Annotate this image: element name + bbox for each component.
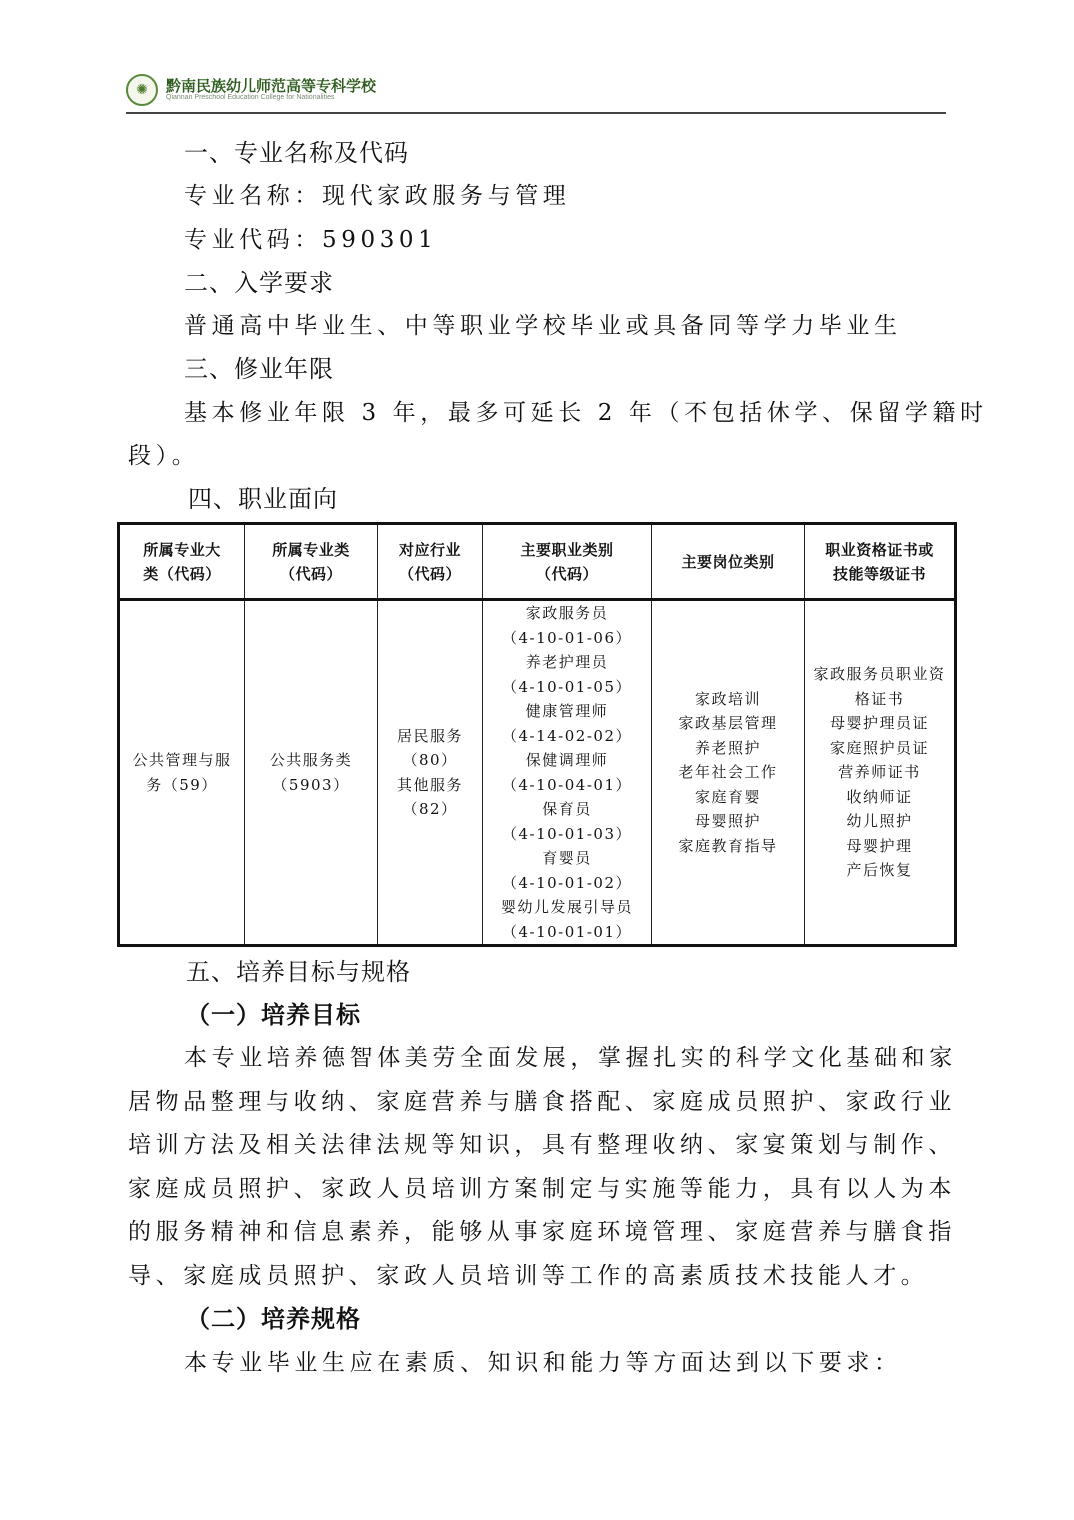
cell-certificates: 家政服务员职业资 格证书 母婴护理员证 家庭照护员证 营养师证书 收纳师证 幼儿照护 母婴护理 产后恢复 xyxy=(805,600,956,946)
admission-requirement: 普通高中毕业生、中等职业学校毕业或具备同等学力毕业生 xyxy=(184,313,902,339)
cell-positions: 家政培训 家政基层管理 养老照护 老年社会工作 家庭育婴 母婴照护 家庭教育指导 xyxy=(652,600,805,946)
header-position: 主要岗位类别 xyxy=(652,524,805,600)
header-major-class: 所属专业类 （代码） xyxy=(245,524,378,600)
section-2-title: 二、入学要求 xyxy=(184,269,334,297)
study-duration-line-2: 段）。 xyxy=(128,443,200,469)
cell-major-category: 公共管理与服 务（59） xyxy=(119,600,245,946)
section-5-title: 五、培养目标与规格 xyxy=(186,958,411,986)
major-name: 专业名称：现代家政服务与管理 xyxy=(184,183,571,209)
cell-occupations: 家政服务员 （4-10-01-06） 养老护理员 （4-10-01-05） 健康管理师 （4-14-02-02） 保健调理师 （4-10-04-01） 保育员 （4-10-01-03） 育婴员 （4-10-01-02） 婴幼儿发展引导员 （4-10-01-01） xyxy=(483,600,652,946)
page-header xyxy=(126,72,946,114)
header-certificate: 职业资格证书或 技能等级证书 xyxy=(805,524,956,600)
major-code: 专业代码：590301 xyxy=(184,227,438,253)
header-industry: 对应行业 （代码） xyxy=(378,524,483,600)
goal-line-6: 导、家庭成员照护、家政人员培训等工作的高素质技术技能人才。 xyxy=(128,1263,929,1289)
goal-line-5: 的服务精神和信息素养，能够从事家庭环境管理、家庭营养与膳食指 xyxy=(128,1219,956,1245)
school-name-en: Qiannan Preschool Education College for Nationalities xyxy=(166,94,335,101)
section-1-title: 一、专业名称及代码 xyxy=(184,139,409,167)
header-major-category: 所属专业大 类（代码） xyxy=(119,524,245,600)
school-name-cn: 黔南民族幼儿师范高等专科学校 xyxy=(166,77,377,95)
table-row xyxy=(119,600,956,946)
subsection-2-title: （二）培养规格 xyxy=(186,1305,361,1333)
spec-intro: 本专业毕业生应在素质、知识和能力等方面达到以下要求： xyxy=(184,1350,902,1376)
section-4-title: 四、职业面向 xyxy=(188,485,338,513)
goal-line-4: 家庭成员照护、家政人员培训方案制定与实施等能力，具有以人为本 xyxy=(128,1176,956,1202)
section-3-title: 三、修业年限 xyxy=(184,355,334,383)
career-orientation-table xyxy=(117,522,957,947)
table-header-row xyxy=(119,524,956,600)
cell-major-class: 公共服务类 （5903） xyxy=(245,600,378,946)
study-duration-line-1: 基本修业年限 3 年，最多可延长 2 年（不包括休学、保留学籍时 xyxy=(184,400,988,426)
header-occupation: 主要职业类别 （代码） xyxy=(483,524,652,600)
cell-industry: 居民服务 （80） 其他服务 （82） xyxy=(378,600,483,946)
school-emblem-icon: ✺ xyxy=(126,74,158,106)
goal-line-1: 本专业培养德智体美劳全面发展，掌握扎实的科学文化基础和家 xyxy=(184,1045,957,1071)
header-divider xyxy=(126,112,946,114)
subsection-1-title: （一）培养目标 xyxy=(186,1001,361,1029)
goal-line-2: 居物品整理与收纳、家庭营养与膳食搭配、家庭成员照护、家政行业 xyxy=(128,1089,956,1115)
goal-line-3: 培训方法及相关法律法规等知识，具有整理收纳、家宴策划与制作、 xyxy=(128,1132,956,1158)
